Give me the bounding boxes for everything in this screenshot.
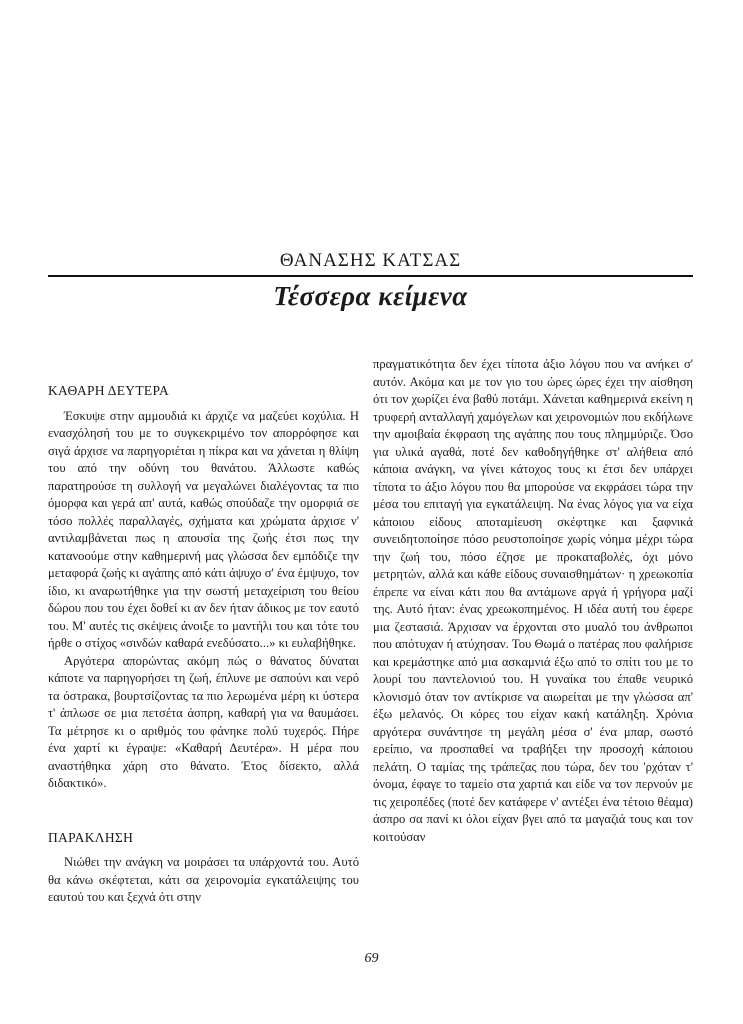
paragraph: Νιώθει την ανάγκη να μοιράσει τα υπάρχοντά του. Αυτό θα κάνω σκέφτεται, κάτι σα χειρονομία εγκατάλειψης του εαυτού του και ξεχνά ότι στην [48, 855, 359, 904]
right-column [373, 356, 693, 846]
section-gap [48, 793, 359, 829]
article-header [48, 250, 693, 312]
paragraph: Έσκυψε στην αμμουδιά κι άρχιζε να μαζεύει κοχύλια. Η ενασχόλησή του με το συγκεκριμένο τον απορρόφησε και σιγά άρχισε να παρηγοριέται η πίκρα και να χάνεται η θλίψη του από την οδύνη του θανάτου. Άλλωστε καθώς παρατηρούσε τη συλλογή να μεγαλώνει διαλέγοντας τα πιο όμορφα και γερά απ' αυτά, καθώς σπούδαζε την ομορφιά σε τόσο πολλές παραλλαγές, σχήματα και χρώματα άρχισε ν' αντιλαμβάνεται πως η απουσία της ζωής έτσι πως την κατανοούμε στην καθημερινή μας γλώσσα δεν εμπόδιζε την μεταφορά ζωής κι αγάπης από κάτι άψυχο σ' ένα έμψυχο, τον ίδιο, κι αναρωτήθηκε για την σωστή μεταχείριση του θείου δώρου που του έχει δοθεί κι αν δεν ήταν άδικος με τον εαυτό του. Μ' αυτές τις σκέψεις άνοιξε το μαντήλι του και τότε του ήρθε ο στίχος «σινδών καθαρά ενεδύσατο...» κι ευλαβήθηκε. [48, 408, 359, 650]
paragraph: πραγματικότητα δεν έχει τίποτα άξιο λόγου που να ανήκει σ' αυτόν. Ακόμα και με τον γιο του ώρες ώρες έχει την αίσθηση ότι τον χωρίζει ένα βαθύ ποτάμι. Χάνεται καθημερινά εκείνη η τρυφερή ανταλλαγή χαμόγελων και χειρονομιών που εκδήλωνε την αμοιβαία έκφραση της αγάπης που τους πλημμύριζε. Όσο για υλικά αγαθά, ποτέ δεν καθοδηγήθηκε στ' αλήθεια από κάποια ανάγκη, να γίνει κάτοχος τους κι έτσι δεν υπάρχει τίποτα το άξιο λόγου που θα μπορούσε να εκφράσει τώρα την μέσα του επιταγή για εγκατάλειψη. Να ένας λόγος για να είχα κάποιου είδους αποταμίευση σκέφτηκε και ξαφνικά συνειδητοποίησε πόσο ρευστοποίησε χωρίς νόημα μέχρι τώρα την ζωή του, πόσο έζησε με προκαταβολές, όχι μόνο μετρητών, αλλά και κάθε είδους συναισθημάτων· η χρεωκοπία έπρεπε να είναι κάτι που θα αντάμωνε αργά ή γρήγορα μαζί της. Αυτό ήταν: ένας χρεωκοπημένος. Η ιδέα αυτή του έφερε μια ζεστασιά. Άρχισαν να έρχονται στο μυαλό του άνθρωποι που απότυχαν ή ατύχησαν. Του Θωμά ο πατέρας που φαλήρισε και κρεμάστηκε από μια ασκαμνιά έξω από το σπίτι του με το λουρί του παντελονιού του. Η γυναίκα του έπαθε νευρικό κλονισμό όταν τον αντίκρισε να αιωρείται με την γλώσσα απ' έξω μελανός. Οι κόρες του είχαν κακή κατάληξη. Χρόνια αργότερα συνάντησε τη μεγάλη μέσα σ' ένα μπαρ, σωστό ερείπιο, να προσπαθεί να τραβήξει την προσοχή κάποιου πελάτη. Ο ταμίας της τράπεζας που τώρα, δεν του 'ρχόταν τ' όνομα, έφαγε το ταμείο στα χαρτιά και είδε να τον περνούν με τις χειροπέδες (ποτέ δεν κατάφερε ν' αντέξει ένα τέτοιο θέαμα) άσπρο σα πανί κι όλοι είχαν βγει από τα μαγαζιά τους και τον κοιτούσαν [373, 357, 693, 844]
paragraph: Αργότερα απορώντας ακόμη πώς ο θάνατος δύναται κάποτε να παρηγορήσει τη ζωή, έπλυνε με σαπούνι και νερό τα όστρακα, βουρτσίζοντας τα πιο λερωμένα μέρη κι ύστερα τ' άπλωσε σε μια πετσέτα άσπρη, καθαρή για να θαυμάσει. Τα μέτρησε κι ο αριθμός του φάνηκε πολύ τυχερός. Πήρε ένα χαρτί κι έγραψε: «Καθαρή Δευτέρα». Η μέρα που αναστήθηκα χάρη στο θάνατο. Έτος δίσεκτο, αλλά διδακτικό». [48, 653, 359, 790]
author-name: ΘΑΝΑΣΗΣ ΚΑΤΣΑΣ [279, 250, 462, 271]
header-rule [48, 275, 693, 277]
page-number: 69 [364, 951, 379, 966]
article-title: Τέσσερα κείμενα [273, 281, 468, 311]
section-title-paraklisi: ΠΑΡΑΚΛΗΣΗ [48, 829, 134, 845]
left-column [48, 382, 359, 907]
section-title-kathari-deftera: ΚΑΘΑΡΗ ΔΕΥΤΕΡΑ [48, 383, 170, 398]
